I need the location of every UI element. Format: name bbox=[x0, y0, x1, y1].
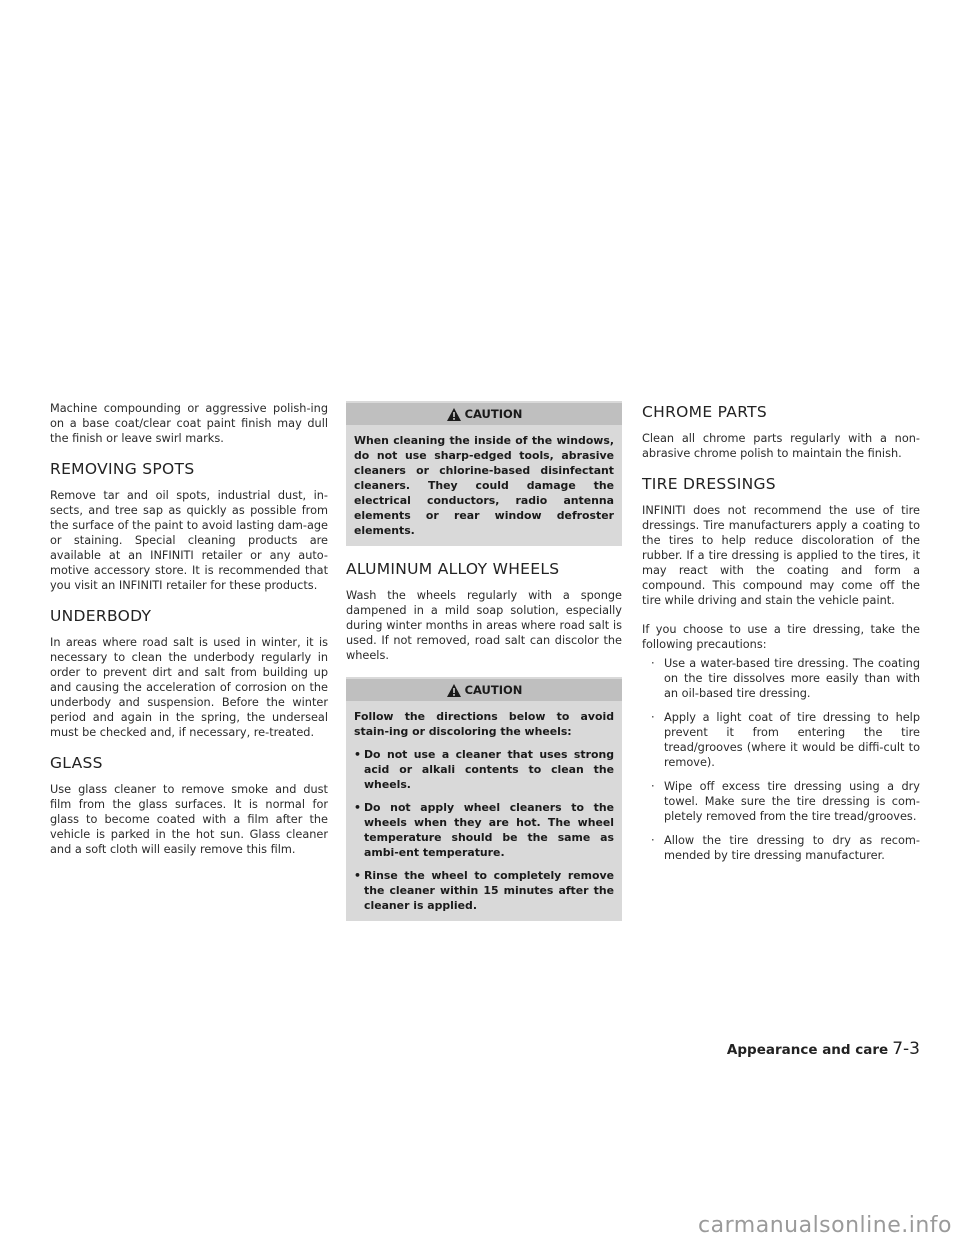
tire-dressings-list-item: · Apply a light coat of tire dressing to help prevent it from entering the tire tread/grooves (where it would be diffi-cult to remove). bbox=[642, 710, 920, 770]
tire-dressings-heading: TIRE DRESSINGS bbox=[642, 475, 776, 493]
page-number: 7-3 bbox=[892, 1039, 920, 1059]
removing-spots-paragraph: Remove tar and oil spots, industrial dust, in-sects, and tree sap as quickly as possible from the surface of the paint to avoid lasting dam-age or staining. Special cleaning products are available at an INFINITI retailer or any auto-motive accessory store. It is recommended that you visit an INFINITI retailer for these products. bbox=[50, 489, 328, 592]
right-column bbox=[642, 401, 920, 872]
watermark: carmanualsonline.info bbox=[698, 1213, 952, 1238]
warning-triangle-icon bbox=[446, 683, 462, 698]
middle-column bbox=[346, 401, 622, 935]
caution-list-item: • Rinse the wheel to completely remove the cleaner within 15 minutes after the cleaner is applied. bbox=[354, 868, 614, 913]
caution-label: CAUTION bbox=[464, 407, 523, 421]
chrome-parts-paragraph: Clean all chrome parts regularly with a non-abrasive chrome polish to maintain the finish. bbox=[642, 432, 920, 460]
page-footer bbox=[727, 1039, 920, 1059]
underbody-paragraph: In areas where road salt is used in winter, it is necessary to clean the underbody regularly in order to prevent dirt and salt from building up and causing the acceleration of corrosion on the underbody and suspension. Before the winter period and again in the spring, the underseal must be checked and, if necessary, re-treated. bbox=[50, 636, 328, 739]
warning-triangle-icon bbox=[446, 407, 462, 422]
tire-dressings-list-item: · Wipe off excess tire dressing using a dry towel. Make sure the tire dressing is com-pletely removed from the tire tread/grooves. bbox=[642, 779, 920, 824]
chrome-parts-heading: CHROME PARTS bbox=[642, 403, 768, 421]
aluminum-wheels-paragraph: Wash the wheels regularly with a sponge dampened in a mild soap solution, especially during winter months in areas where road salt is used. If not removed, road salt can discolor the wheels. bbox=[346, 589, 622, 662]
underbody-heading: UNDERBODY bbox=[50, 607, 152, 625]
tire-dressings-list-item: · Allow the tire dressing to dry as recom-mended by tire dressing manufacturer. bbox=[642, 833, 920, 863]
caution-header bbox=[346, 679, 622, 701]
tire-dressings-precautions-intro: If you choose to use a tire dressing, take the following precautions: bbox=[642, 623, 920, 651]
caution-lead: Follow the directions below to avoid stain-ing or discoloring the wheels: bbox=[354, 710, 614, 738]
caution-box-windows bbox=[346, 401, 622, 546]
tire-dressings-list-item: · Use a water-based tire dressing. The coating on the tire dissolves more easily than with an oil-based tire dressing. bbox=[642, 656, 920, 701]
caution-box-wheels bbox=[346, 677, 622, 921]
footer-section-title: Appearance and care bbox=[726, 1042, 889, 1058]
left-column bbox=[50, 401, 328, 871]
caution-body bbox=[346, 701, 622, 921]
tire-dressings-paragraph: INFINITI does not recommend the use of tire dressings. Tire manufacturers apply a coating to the tires to help reduce discoloration of the rubber. If a tire dressing is applied to the tires, it may react with the coating and form a compound. This compound may come off the tire while driving and stain the vehicle paint. bbox=[642, 504, 920, 607]
caution-list-item: • Do not use a cleaner that uses strong acid or alkali contents to clean the wheels. bbox=[354, 747, 614, 792]
intro-paragraph: Machine compounding or aggressive polish-ing on a base coat/clear coat paint finish may dull the finish or leave swirl marks. bbox=[50, 402, 328, 445]
glass-heading: GLASS bbox=[50, 754, 103, 772]
caution-header bbox=[346, 403, 622, 425]
tire-dressings-list bbox=[642, 656, 920, 863]
caution-list bbox=[354, 747, 614, 913]
glass-paragraph: Use glass cleaner to remove smoke and dust film from the glass surfaces. It is normal for glass to become coated with a film after the vehicle is parked in the hot sun. Glass cleaner and a soft cloth will easily remove this film. bbox=[50, 783, 328, 856]
aluminum-wheels-heading: ALUMINUM ALLOY WHEELS bbox=[346, 560, 560, 578]
removing-spots-heading: REMOVING SPOTS bbox=[50, 460, 195, 478]
caution-list-item: • Do not apply wheel cleaners to the wheels when they are hot. The wheel temperature should be the same as ambi-ent temperature. bbox=[354, 800, 614, 860]
caution-body: When cleaning the inside of the windows, do not use sharp-edged tools, abrasive cleaners or chlorine-based disinfectant cleaners. They could damage the electrical conductors, radio antenna elements or rear window defroster elements. bbox=[354, 434, 614, 537]
caution-label: CAUTION bbox=[464, 683, 523, 697]
